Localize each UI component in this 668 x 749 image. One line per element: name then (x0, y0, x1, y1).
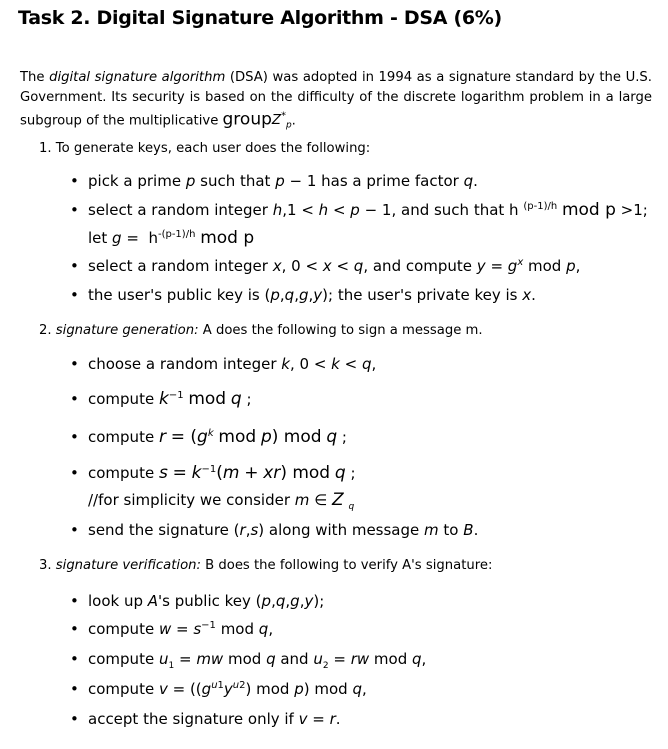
sigver-item: • compute $u_1$ = mw mod q and $u_2$ = rw mod q, (70, 650, 427, 671)
keygen-item: • select a random integer h,1 < h < p − 1, and such that h $^{(p-1)/h}$ mod p >1; (70, 200, 648, 220)
intro-period: . (291, 113, 296, 129)
zp-p: p (285, 121, 292, 132)
section-2-number: 2. (39, 323, 56, 338)
section-3-term: signature verification: (55, 558, 201, 573)
intro-term: digital signature algorithm (49, 70, 226, 85)
intro-text: (DSA) was adopted in 1994 as a signature standard by the U.S. Government. Its security is based on the difficulty of the discrete logarithm problem in a large subgroup of the multiplicative (20, 70, 652, 129)
section-2-heading (39, 323, 483, 338)
sigver-item: • look up A's public key (p,q,g,y); (70, 592, 325, 610)
section-3-number: 3. (39, 558, 56, 573)
section-3-heading (39, 558, 492, 573)
section-2-text: A does the following to sign a message m. (198, 323, 483, 338)
sigver-item: • compute $w = s^{-1}$ mod q, (70, 620, 274, 638)
section-2-term: signature generation: (55, 323, 199, 338)
zp-symbol (271, 111, 292, 132)
page-title: Task 2. Digital Signature Algorithm - DSA (6%) (18, 7, 502, 29)
keygen-item: • select a random integer x, 0 < x < q, and compute $y = g^x$ mod p, (70, 257, 581, 275)
siggen-item: • compute $r = (g^k$ mod p) mod q ; (70, 427, 347, 447)
siggen-item: • compute $s = k^{-1}(m + xr)$ mod q ; (70, 463, 356, 483)
keygen-item-continued: let $g = h^{-(p-1)/h}$ mod p (88, 228, 255, 248)
siggen-item: • compute $k^{-1}$ mod q ; (70, 389, 252, 409)
section-1-heading: 1. To generate keys, each user does the following: (39, 141, 371, 156)
intro-paragraph (20, 68, 652, 137)
siggen-item: • choose a random integer k, 0 < k < q, (70, 355, 377, 373)
siggen-item: • send the signature (r,s) along with message m to B. (70, 521, 479, 539)
zp-letter: Z (271, 113, 281, 129)
keygen-item: • pick a prime p such that p − 1 has a prime factor q. (70, 172, 478, 190)
section-3-text: B does the following to verify A's signature: (200, 558, 493, 573)
intro-group-word: group (222, 109, 272, 130)
sigver-item: • compute $v = ((g^{u1}y^{u2})$ mod p) mod q, (70, 680, 367, 698)
intro-text: The (20, 70, 50, 85)
siggen-note: //for simplicity we consider m ∈ Z $_q$ (88, 490, 355, 512)
keygen-item: • the user's public key is (p,q,g,y); the user's private key is x. (70, 286, 536, 304)
sigver-item: • accept the signature only if v = r. (70, 710, 341, 728)
zp-star: * (280, 111, 286, 122)
